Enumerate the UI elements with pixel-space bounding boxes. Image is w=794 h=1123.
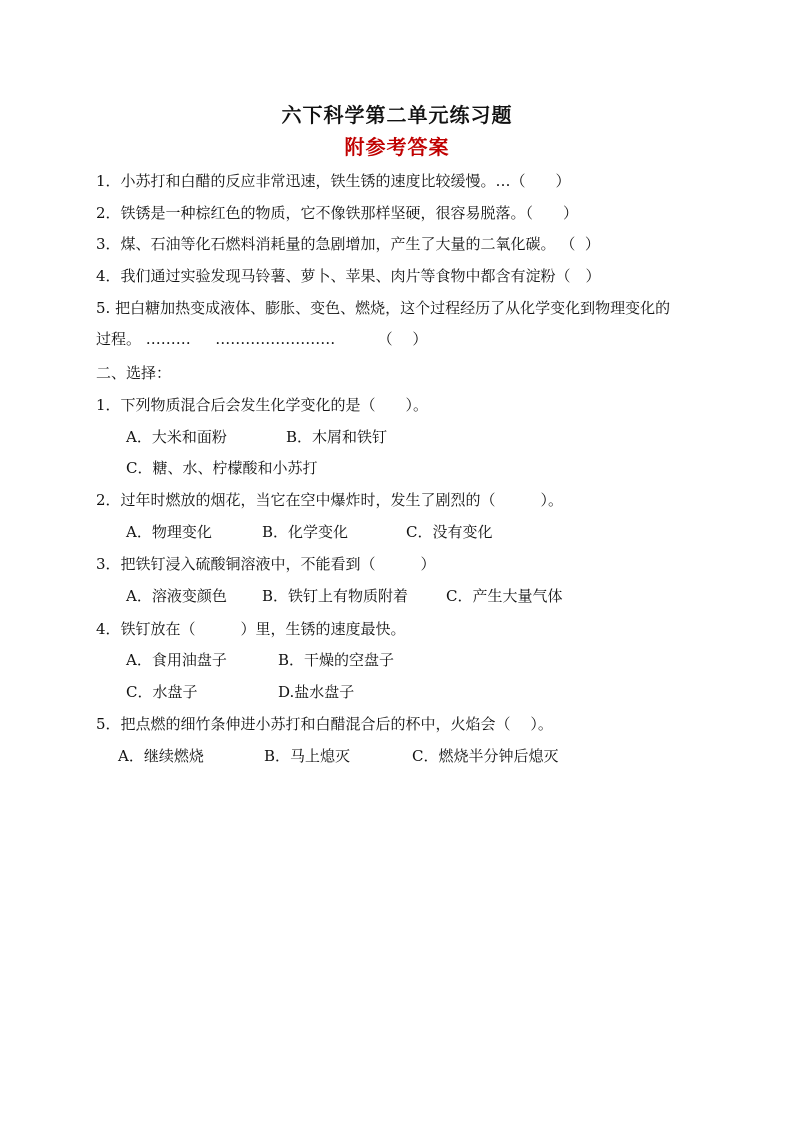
judgement-item: 1．小苏打和白醋的反应非常迅速，铁生锈的速度比较缓慢。…（ ） <box>96 172 571 190</box>
option-b: B．干燥的空盘子 <box>278 651 395 669</box>
answer-key-subtitle: 附参考答案 <box>344 135 450 159</box>
option-c: C．水盘子 <box>126 683 198 701</box>
question-stem: 4．铁钉放在（ ）里，生锈的速度最快。 <box>96 620 406 638</box>
question-stem: 5．把点燃的细竹条伸进小苏打和白醋混合后的杯中，火焰会（ ）。 <box>96 715 553 733</box>
option-d: D.盐水盘子 <box>278 683 355 701</box>
option-b: B．木屑和铁钉 <box>286 428 388 446</box>
option-c: C．没有变化 <box>406 523 493 541</box>
option-b: B．化学变化 <box>262 523 349 541</box>
judgement-item: 3．煤、石油等化石燃料消耗量的急剧增加，产生了大量的二氧化碳。 （ ） <box>96 235 600 253</box>
option-c: C．产生大量气体 <box>446 587 563 605</box>
option-b: B．马上熄灭 <box>264 747 351 765</box>
option-a: A．物理变化 <box>126 523 212 541</box>
judgement-item-continuation: 过程。 ……… …………………… （ ） <box>96 330 428 348</box>
judgement-item: 4．我们通过实验发现马铃薯、萝卜、苹果、肉片等食物中都含有淀粉（ ） <box>96 267 601 285</box>
option-a: A．食用油盘子 <box>126 651 227 669</box>
page-title: 六下科学第二单元练习题 <box>281 103 513 127</box>
question-stem: 3．把铁钉浸入硫酸铜溶液中，不能看到（ ） <box>96 555 436 573</box>
option-a: A．大米和面粉 <box>126 428 227 446</box>
judgement-item: 5. 把白糖加热变成液体、膨胀、变色、燃烧，这个过程经历了从化学变化到物理变化的 <box>96 299 671 317</box>
option-c: C．燃烧半分钟后熄灭 <box>412 747 559 765</box>
option-b: B．铁钉上有物质附着 <box>262 587 409 605</box>
option-a: A．溶液变颜色 <box>126 587 227 605</box>
question-stem: 1．下列物质混合后会发生化学变化的是（ ）。 <box>96 396 429 414</box>
judgement-item: 2．铁锈是一种棕红色的物质，它不像铁那样坚硬，很容易脱落。（ ） <box>96 204 579 222</box>
question-stem: 2．过年时燃放的烟花，当它在空中爆炸时，发生了剧烈的（ ）。 <box>96 491 564 509</box>
option-c: C．糖、水、柠檬酸和小苏打 <box>126 459 318 477</box>
option-a: A．继续燃烧 <box>118 747 204 765</box>
section-heading: 二、选择： <box>96 364 172 382</box>
